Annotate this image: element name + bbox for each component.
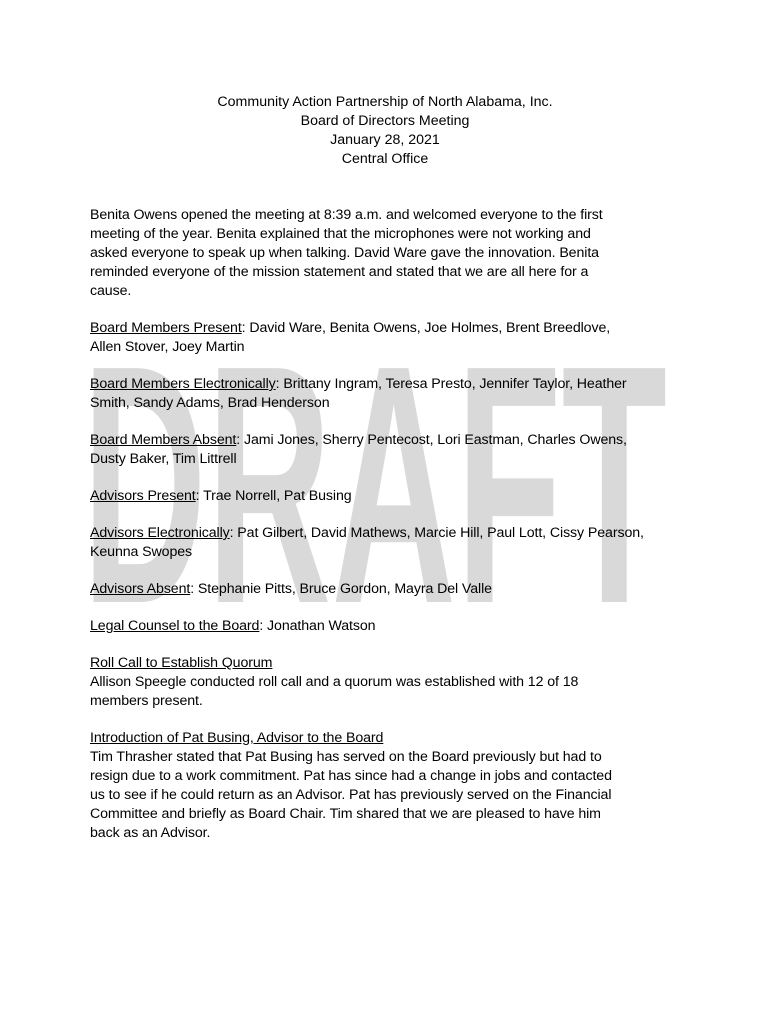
introduction-line: us to see if he could return as an Advisor. Pat has previously served on the Financial (90, 787, 612, 803)
meeting-date: January 28, 2021 (330, 132, 440, 148)
opening-line: asked everyone to speak up when talking. David Ware gave the innovation. Benita (90, 245, 599, 261)
legal-counsel-label: Legal Counsel to the Board (90, 618, 260, 634)
introduction-line: Committee and briefly as Board Chair. Tim shared that we are pleased to have him (90, 806, 601, 822)
roll-call-heading: Roll Call to Establish Quorum (90, 655, 273, 671)
advisors-electronic-names: : Pat Gilbert, David Mathews, Marcie Hill, Paul Lott, Cissy Pearson, (229, 525, 644, 541)
roll-call-line: Allison Speegle conducted roll call and a quorum was established with 12 of 18 (90, 674, 579, 690)
advisors-absent-section (90, 580, 690, 599)
legal-counsel-section (90, 617, 690, 636)
introduction-line: Tim Thrasher stated that Pat Busing has served on the Board previously but had to (90, 749, 602, 765)
advisors-electronic-names-cont: Keunna Swopes (90, 544, 193, 560)
legal-counsel-name: : Jonathan Watson (259, 618, 376, 634)
advisors-absent-label: Advisors Absent (90, 581, 191, 597)
board-electronic-names-cont: Smith, Sandy Adams, Brad Henderson (90, 395, 330, 411)
board-electronic-label: Board Members Electronically (90, 376, 276, 392)
advisors-electronic-section (90, 524, 690, 562)
introduction-heading: Introduction of Pat Busing, Advisor to the Board (90, 730, 384, 746)
opening-line: Benita Owens opened the meeting at 8:39 a.m. and welcomed everyone to the first (90, 207, 603, 223)
board-absent-names-cont: Dusty Baker, Tim Littrell (90, 451, 237, 467)
document-body (90, 206, 690, 861)
board-electronic-section (90, 375, 690, 413)
opening-line: cause. (90, 283, 132, 299)
advisors-absent-names: : Stephanie Pitts, Bruce Gordon, Mayra Del Valle (190, 581, 492, 597)
introduction-section (90, 729, 690, 843)
board-absent-section (90, 431, 690, 469)
board-electronic-names: : Brittany Ingram, Teresa Presto, Jennifer Taylor, Heather (275, 376, 627, 392)
advisors-present-label: Advisors Present (90, 488, 196, 504)
opening-line: meeting of the year. Benita explained that the microphones were not working and (90, 226, 591, 242)
board-present-label: Board Members Present (90, 320, 242, 336)
opening-line: reminded everyone of the mission statement and stated that we are all here for a (90, 264, 589, 280)
watermark-text: DRAFT (82, 340, 667, 620)
meeting-location: Central Office (341, 151, 429, 167)
opening-paragraph (90, 206, 690, 301)
introduction-line: back as an Advisor. (90, 825, 211, 841)
advisors-present-names: : Trae Norrell, Pat Busing (195, 488, 352, 504)
board-present-section (90, 319, 690, 357)
meeting-title: Board of Directors Meeting (300, 113, 470, 129)
advisors-present-section (90, 487, 690, 506)
advisors-electronic-label: Advisors Electronically (90, 525, 230, 541)
board-absent-names: : Jami Jones, Sherry Pentecost, Lori Eastman, Charles Owens, (236, 432, 627, 448)
board-absent-label: Board Members Absent (90, 432, 237, 448)
board-present-names-cont: Allen Stover, Joey Martin (90, 339, 245, 355)
organization-name: Community Action Partnership of North Alabama, Inc. (217, 94, 553, 110)
introduction-line: resign due to a work commitment. Pat has since had a change in jobs and contacted (90, 768, 612, 784)
roll-call-section (90, 654, 690, 711)
document-header (0, 93, 770, 169)
board-present-names: : David Ware, Benita Owens, Joe Holmes, Brent Breedlove, (241, 320, 611, 336)
roll-call-line: members present. (90, 693, 203, 709)
